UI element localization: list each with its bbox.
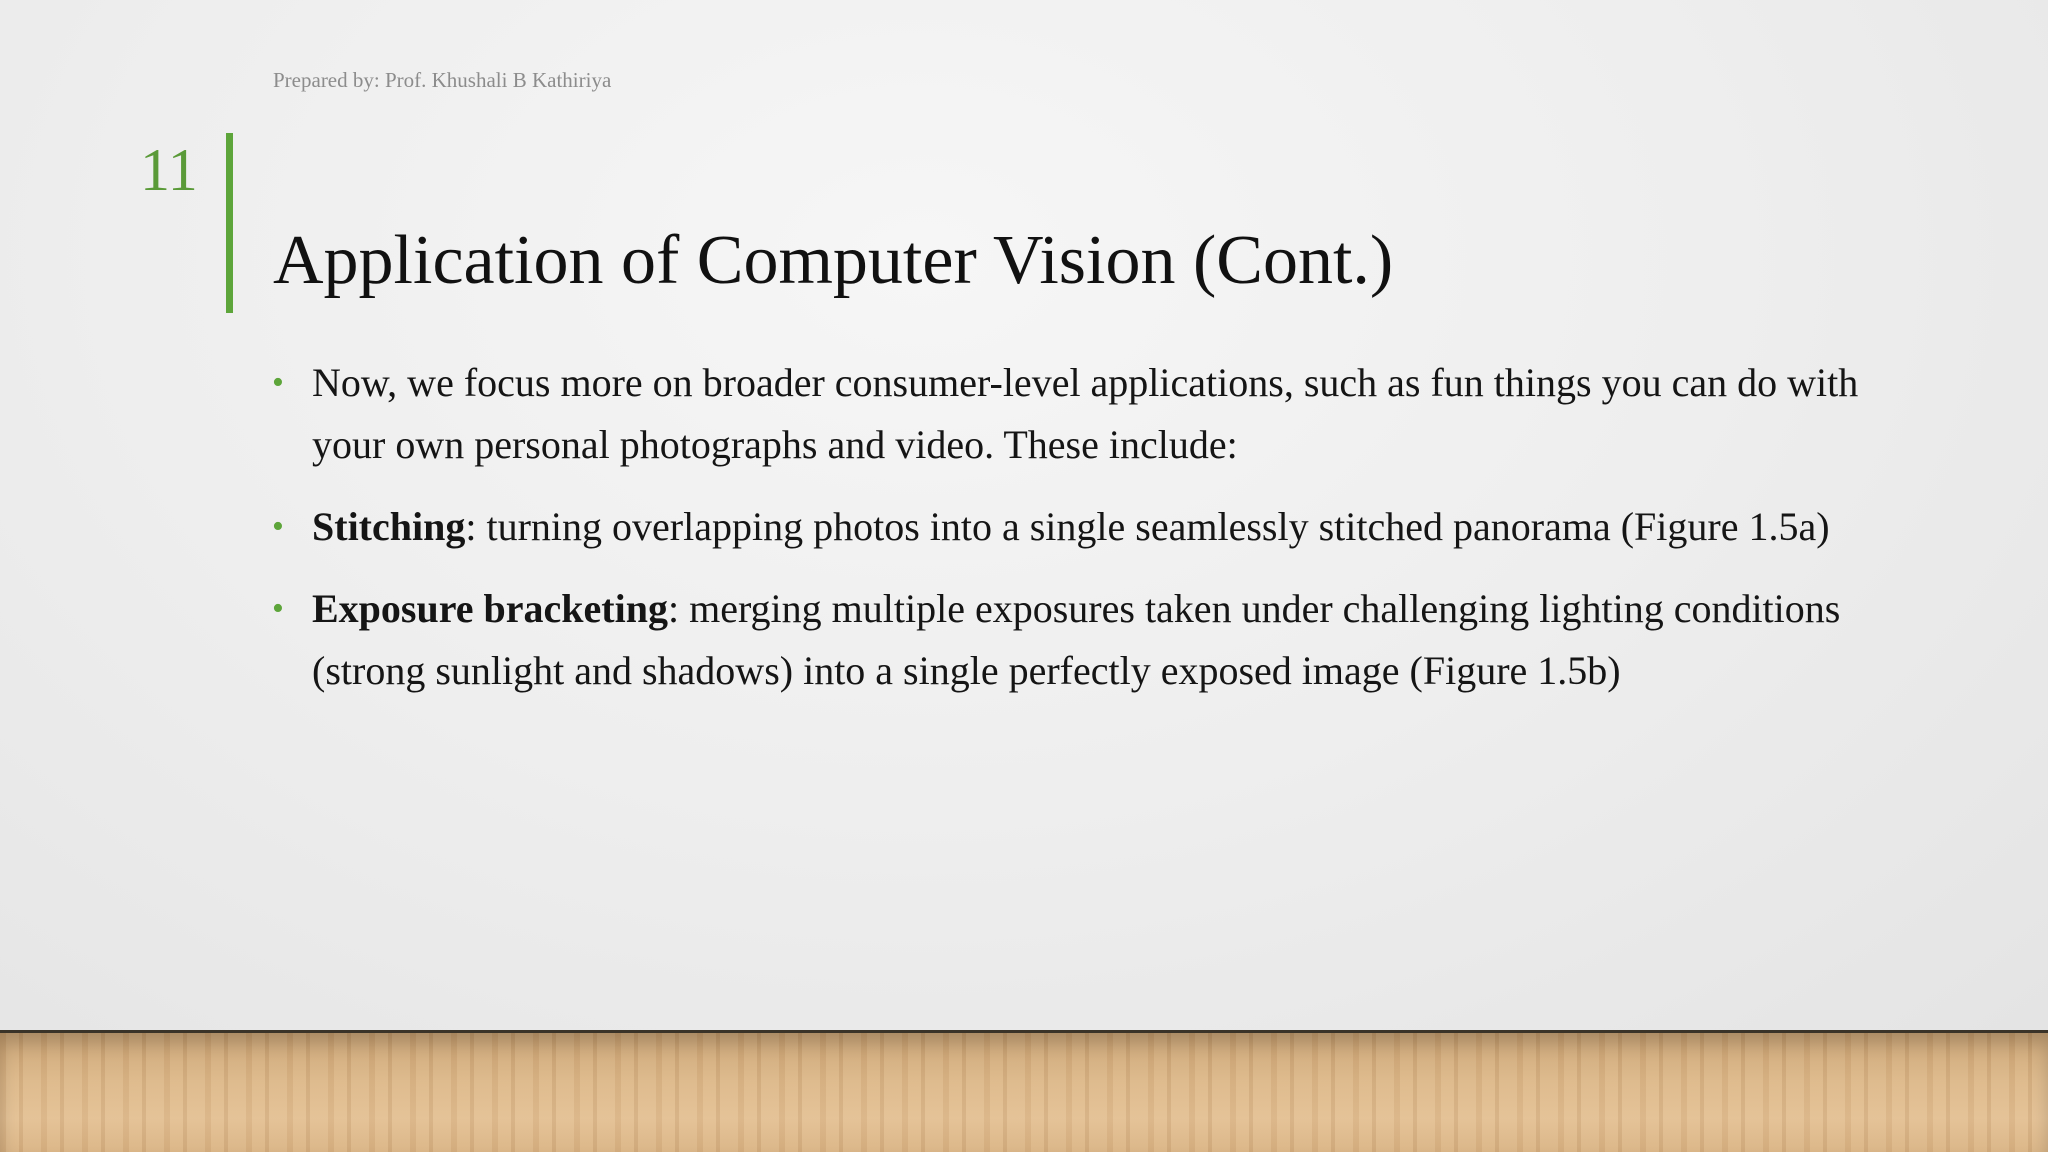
bullet-text: Now, we focus more on broader consumer-level applications, such as fun things you can do with your own personal photographs and video. These include: xyxy=(312,360,1859,467)
bullet-dot-icon: • xyxy=(272,590,284,627)
slide-title: Application of Computer Vision (Cont.) xyxy=(273,222,1394,299)
prepared-by-text: Prepared by: Prof. Khushali B Kathiriya xyxy=(273,68,612,92)
slide-number: 11 xyxy=(140,137,198,203)
bullet-list xyxy=(270,352,1870,722)
bullet-term: Exposure bracketing xyxy=(312,586,668,631)
bullet-dot-icon: • xyxy=(272,364,284,401)
bullet-text: : turning overlapping photos into a single seamlessly stitched panorama (Figure 1.5a) xyxy=(465,504,1830,549)
bullet-text: : merging multiple exposures taken under challenging lighting conditions (strong sunlight and shadows) into a single perfectly exposed image (Figure 1.5b) xyxy=(312,586,1841,693)
bullet-item xyxy=(270,578,1870,702)
bullet-item xyxy=(270,352,1870,476)
bullet-term: Stitching xyxy=(312,504,466,549)
title-accent-bar xyxy=(226,133,233,313)
wood-floor-background xyxy=(0,1030,2048,1152)
bullet-item xyxy=(270,496,1870,558)
bullet-dot-icon: • xyxy=(272,508,284,545)
